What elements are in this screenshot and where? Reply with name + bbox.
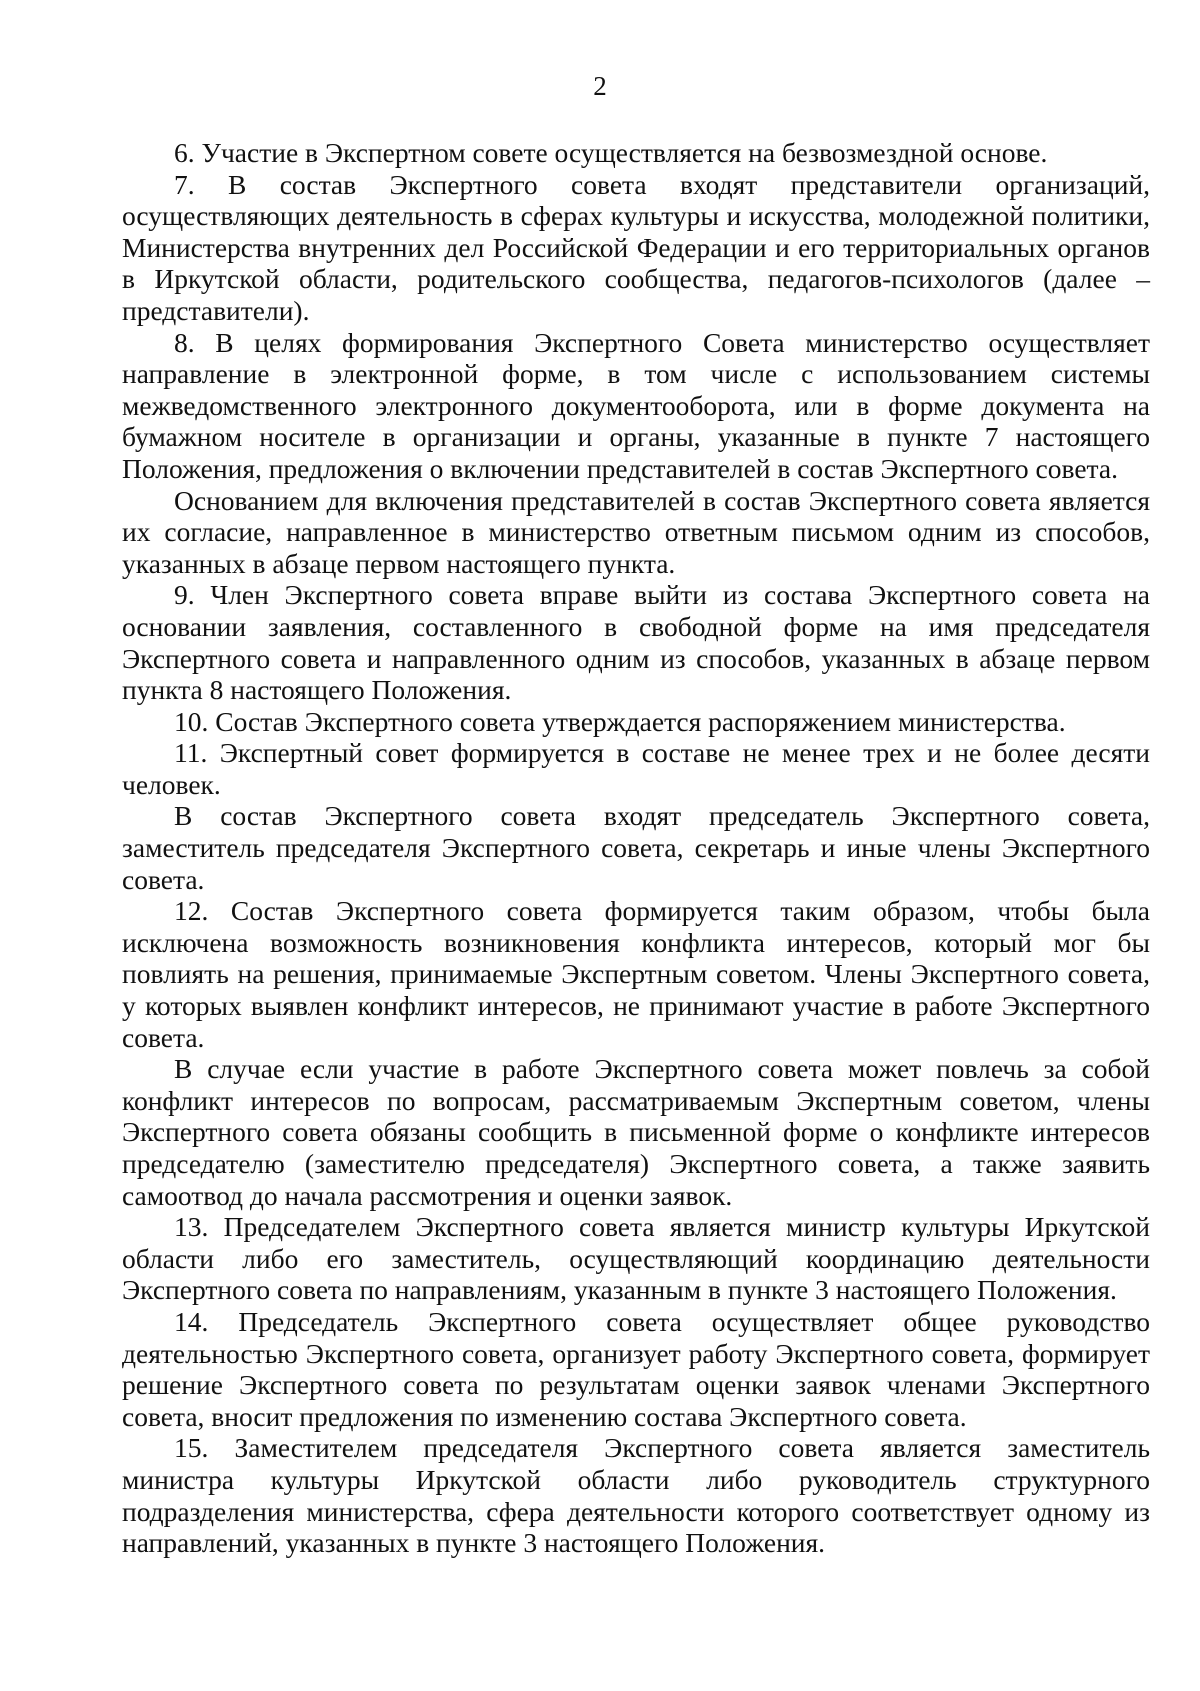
paragraph-12: 12. Состав Экспертного совета формируется таким образом, чтобы была исключена возможность возникновения конфликта интересов, который мог бы повлиять на решения, принимаемые Экспертным советом. Члены Экспертного совета, у которых выявлен конфликт интересов, не принимают участие в работе Экспертного совета.: [122, 895, 1150, 1053]
paragraph-13: 13. Председателем Экспертного совета является министр культуры Иркутской области либо его заместитель, осуществляющий координацию деятельности Экспертного совета по направлениям, указанным в пункте 3 настоящего Положения.: [122, 1211, 1150, 1306]
document-body: [122, 137, 1150, 1559]
paragraph-9: 9. Член Экспертного совета вправе выйти из состава Экспертного совета на основании заявления, составленного в свободной форме на имя председателя Экспертного совета и направленного одним из способов, указанных в абзаце первом пункта 8 настоящего Положения.: [122, 579, 1150, 706]
paragraph-15: 15. Заместителем председателя Экспертного совета является заместитель министра культуры Иркутской области либо руководитель структурного подразделения министерства, сфера деятельности которого соответствует одному из направлений, указанных в пункте 3 настоящего Положения.: [122, 1432, 1150, 1559]
paragraph-11: 11. Экспертный совет формируется в составе не менее трех и не более десяти человек.: [122, 737, 1150, 800]
paragraph-6: 6. Участие в Экспертном совете осуществляется на безвозмездной основе.: [174, 137, 1048, 168]
paragraph-10: 10. Состав Экспертного совета утверждается распоряжением министерства.: [174, 705, 1066, 737]
page-number: 2: [593, 71, 607, 101]
paragraph-8-consent: Основанием для включения представителей в состав Экспертного совета является их согласие, направленное в министерство ответным письмом одним из способов, указанных в абзаце первом настоящего пункта.: [122, 484, 1150, 579]
paragraph-14: 14. Председатель Экспертного совета осуществляет общее руководство деятельностью Экспертного совета, организует работу Экспертного совета, формирует решение Экспертного совета по результатам оценки заявок членами Экспертного совета, вносит предложения по изменению состава Экспертного совета.: [122, 1305, 1150, 1432]
paragraph-12-conflict: В случае если участие в работе Экспертного совета может повлечь за собой конфликт интересов по вопросам, рассматриваемым Экспертным советом, члены Экспертного совета обязаны сообщить в письменной форме о конфликте интересов председателю (заместителю председателя) Экспертного совета, а также заявить самоотвод до начала рассмотрения и оценки заявок.: [122, 1053, 1150, 1211]
paragraph-8: 8. В целях формирования Экспертного Совета министерство осуществляет направление в электронной форме, в том числе с использованием системы межведомственного электронного документооборота, или в форме документа на бумажном носителе в организации и органы, указанные в пункте 7 настоящего Положения, предложения о включении представителей в состав Экспертного совета.: [122, 326, 1150, 484]
paragraph-7: 7. В состав Экспертного совета входят представители организаций, осуществляющих деятельность в сферах культуры и искусства, молодежной политики, Министерства внутренних дел Российской Федерации и его территориальных органов в Иркутской области, родительского сообщества, педагогов-психологов (далее – представители).: [122, 168, 1150, 326]
paragraph-11-composition: В состав Экспертного совета входят председатель Экспертного совета, заместитель председателя Экспертного совета, секретарь и иные члены Экспертного совета.: [122, 800, 1150, 895]
